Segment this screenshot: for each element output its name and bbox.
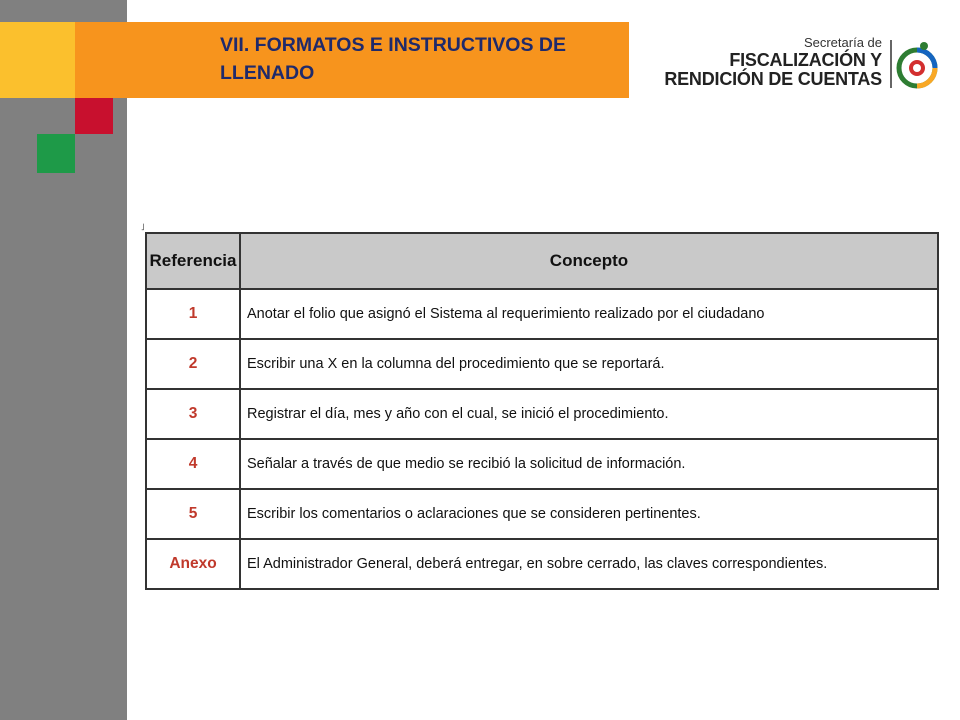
reference-cell: Anexo xyxy=(146,539,240,589)
table-row xyxy=(146,539,938,589)
reference-cell: 1 xyxy=(146,289,240,339)
reference-cell: 2 xyxy=(146,339,240,389)
title-banner xyxy=(75,22,629,98)
instructions-table-container xyxy=(145,232,939,590)
red-square-decoration xyxy=(75,98,113,134)
logo-small-text: Secretaría de xyxy=(803,35,882,50)
logo-line-1: FISCALIZACIÓN Y xyxy=(729,50,882,70)
organization-logo xyxy=(646,34,946,94)
table-row xyxy=(146,439,938,489)
concept-cell: Anotar el folio que asignó el Sistema al requerimiento realizado por el ciudadano xyxy=(240,289,938,339)
reference-cell: 5 xyxy=(146,489,240,539)
header-referencia: Referencia xyxy=(146,233,240,289)
green-square-decoration xyxy=(37,134,75,173)
table-header-row xyxy=(146,233,938,289)
concept-cell: Registrar el día, mes y año con el cual, se inició el procedimiento. xyxy=(240,389,938,439)
concept-cell: El Administrador General, deberá entregar, en sobre cerrado, las claves correspondientes. xyxy=(240,539,938,589)
table-row xyxy=(146,289,938,339)
logo-separator xyxy=(890,40,892,88)
table-row xyxy=(146,489,938,539)
yellow-square-decoration xyxy=(0,22,75,98)
concept-cell: Escribir los comentarios o aclaraciones que se consideren pertinentes. xyxy=(240,489,938,539)
logo-line-2: RENDICIÓN DE CUENTAS xyxy=(664,69,882,89)
concept-cell: Señalar a través de que medio se recibió la solicitud de información. xyxy=(240,439,938,489)
concept-cell: Escribir una X en la columna del procedimiento que se reportará. xyxy=(240,339,938,389)
header-concepto: Concepto xyxy=(240,233,938,289)
table-row xyxy=(146,339,938,389)
page-title: VII. FORMATOS E INSTRUCTIVOS DE LLENADO xyxy=(220,34,566,84)
reference-cell: 4 xyxy=(146,439,240,489)
logo-emblem-icon xyxy=(894,38,938,90)
reference-cell: 3 xyxy=(146,389,240,439)
table-row xyxy=(146,389,938,439)
table-corner-mark: ˩ xyxy=(141,222,145,232)
instructions-table xyxy=(145,232,939,590)
